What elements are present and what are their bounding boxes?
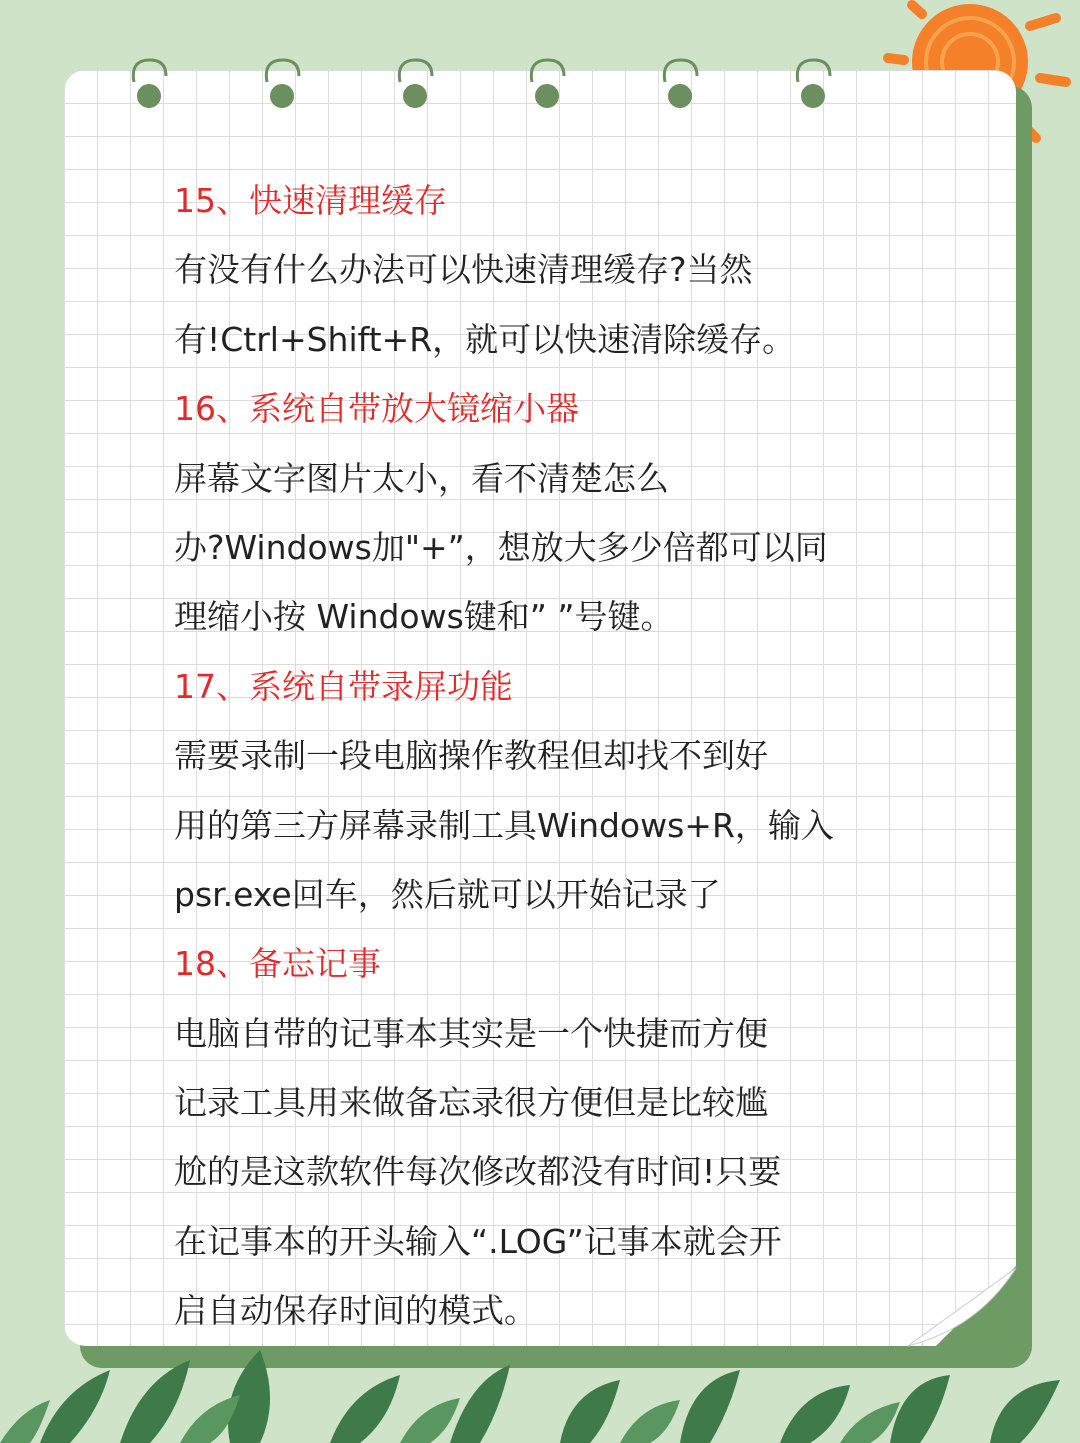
body-line: psr.exe回车，然后就可以开始记录了 [174,874,721,914]
spiral-ring-icon [520,56,574,110]
body-line: 办?Windows加"+”，想放大多少倍都可以同 [174,527,828,567]
note-content [174,166,894,1346]
body-line: 在记事本的开头输入“.LOG”记事本就会开 [174,1221,782,1261]
body-line: 电脑自带的记事本其实是一个快捷而方便 [174,1013,768,1053]
spiral-ring-icon [255,56,309,110]
section-heading: 16、系统自带放大镜缩小器 [174,389,579,429]
spiral-ring-icon [122,56,176,110]
body-line: 有!Ctrl+Shift+R，就可以快速清除缓存。 [174,319,796,359]
body-line: 尬的是这款软件每次修改都没有时间!只要 [174,1152,782,1192]
body-line: 屏幕文字图片太小，看不清楚怎么 [174,458,669,498]
body-line: 需要录制一段电脑操作教程但却找不到好 [174,736,768,776]
body-line: 有没有什么办法可以快速清理缓存?当然 [174,250,753,290]
page-curl [908,1268,1028,1358]
body-line: 启自动保存时间的模式。 [174,1291,537,1331]
section-heading: 17、系统自带录屏功能 [174,666,513,706]
spiral-ring-icon [653,56,707,110]
section-heading: 18、备忘记事 [174,944,381,984]
spiral-ring-icon [786,56,840,110]
body-line: 用的第三方屏幕录制工具Windows+R，输入 [174,805,834,845]
body-line: 记录工具用来做备忘录很方便但是比较尴 [174,1083,768,1123]
leaf-icon [0,1350,1080,1443]
section-heading: 15、快速清理缓存 [174,181,447,220]
spiral-ring-icon [388,56,442,110]
body-line: 理缩小按 Windows键和” ”号键。 [174,597,674,637]
